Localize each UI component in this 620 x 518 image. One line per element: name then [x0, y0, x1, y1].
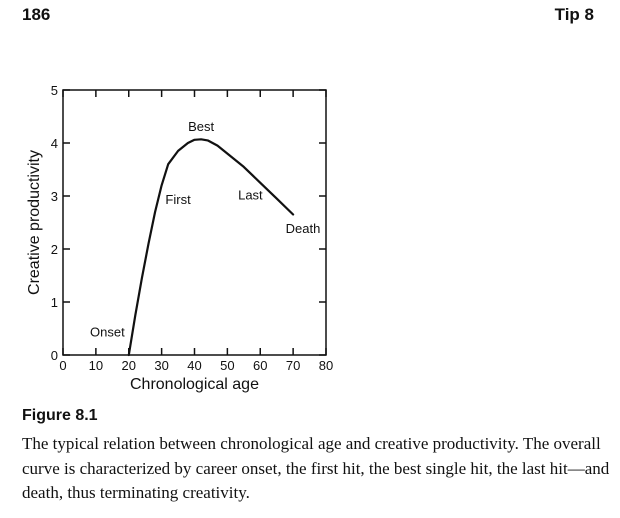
y-tick-label: 3 [50, 189, 58, 204]
x-tick-label: 30 [154, 358, 169, 373]
annotation-first: First [165, 191, 191, 207]
annotation-best: Best [188, 118, 215, 134]
y-tick-label: 4 [50, 136, 58, 151]
x-tick-label: 40 [187, 358, 202, 373]
y-axis-label: Creative productivity [26, 150, 43, 295]
y-tick-label: 0 [50, 348, 58, 363]
figure-caption: The typical relation between chronological age and creative productivity. The overall curve is characterized by career onset, the first hit, the best single hit, the last hit—and death, thus terminating creativity. [22, 434, 610, 502]
productivity-curve [129, 139, 293, 355]
y-tick-label: 5 [50, 83, 58, 98]
x-axis-label: Chronological age [130, 376, 259, 393]
x-tick-label: 60 [253, 358, 268, 373]
annotation-last: Last [238, 187, 263, 203]
y-tick-label: 1 [50, 295, 58, 310]
running-head: Tip 8 [554, 5, 594, 24]
x-tick-label: 80 [318, 358, 334, 373]
annotation-onset: Onset [90, 324, 125, 340]
annotation-death: Death [285, 221, 321, 237]
x-tick-label: 10 [88, 358, 104, 373]
x-tick-label: 70 [285, 358, 301, 373]
x-tick-label: 20 [121, 358, 136, 373]
figure-label: Figure 8.1 [22, 407, 98, 424]
page-number: 186 [22, 5, 51, 24]
y-tick-label: 2 [50, 242, 58, 257]
x-tick-label: 50 [220, 358, 235, 373]
x-tick-label: 0 [59, 358, 67, 373]
